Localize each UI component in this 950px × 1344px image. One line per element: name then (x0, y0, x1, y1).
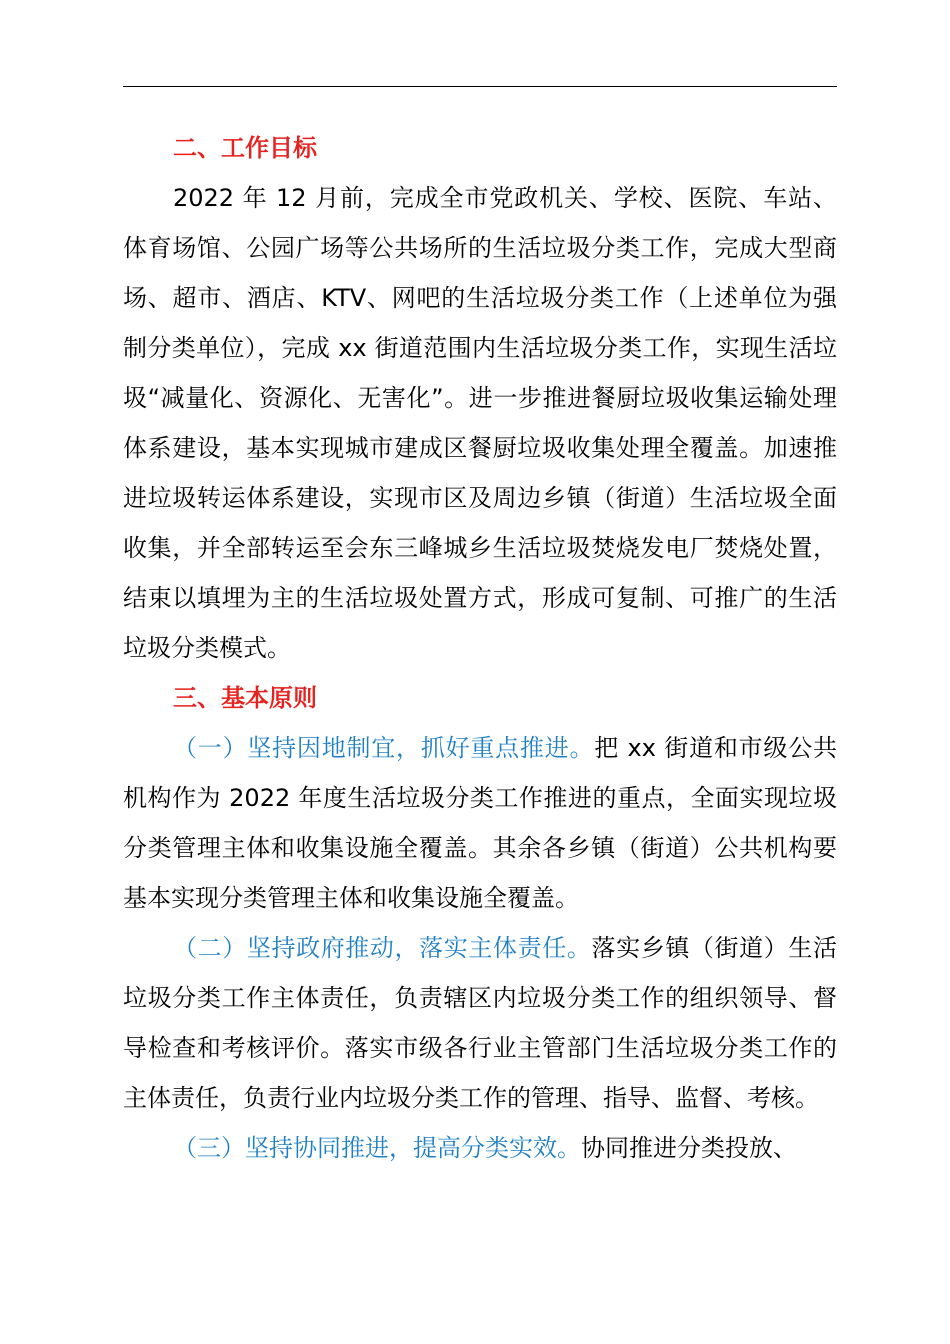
principle-body-3: 协同推进分类投放、 (581, 1134, 797, 1162)
principle-paragraph-3 (123, 1123, 837, 1173)
section-heading-goals: 二、工作目标 (173, 134, 317, 162)
section-heading-principles: 三、基本原则 (173, 684, 317, 712)
document-body (123, 123, 837, 1173)
header-rule (123, 86, 837, 87)
principle-paragraph-1 (123, 723, 837, 923)
principle-title-2: （二）坚持政府推动，落实主体责任。 (173, 934, 592, 962)
principle-title-1: （一）坚持因地制宜，抓好重点推进。 (173, 734, 595, 762)
goals-paragraph: 2022 年 12 月前，完成全市党政机关、学校、医院、车站、体育场馆、公园广场等公共场所的生活垃圾分类工作，完成大型商场、超市、酒店、KTV、网吧的生活垃圾分类工作（上述单位为强制分类单位），完成 xx 街道范围内生活垃圾分类工作，实现生活垃圾“减量化、资源化、无害化”。进一步推进餐厨垃圾收集运输处理体系建设，基本实现城市建成区餐厨垃圾收集处理全覆盖。加速推进垃圾转运体系建设，实现市区及周边乡镇（街道）生活垃圾全面收集，并全部转运至会东三峰城乡生活垃圾焚烧发电厂焚烧处置，结束以填埋为主的生活垃圾处置方式，形成可复制、可推广的生活垃圾分类模式。 (123, 184, 837, 662)
principle-body-1: 把 xx 街道和市级公共机构作为 2022 年度生活垃圾分类工作推进的重点，全面实现垃圾分类管理主体和收集设施全覆盖。其余各乡镇（街道）公共机构要基本实现分类管理主体和收集设施全覆盖。 (123, 734, 837, 912)
principle-paragraph-2 (123, 923, 837, 1123)
principle-title-3: （三）坚持协同推进，提高分类实效。 (173, 1134, 581, 1162)
principle-body-2: 落实乡镇（街道）生活垃圾分类工作主体责任，负责辖区内垃圾分类工作的组织领导、督导检查和考核评价。落实市级各行业主管部门生活垃圾分类工作的主体责任，负责行业内垃圾分类工作的管理、指导、监督、考核。 (123, 934, 838, 1112)
